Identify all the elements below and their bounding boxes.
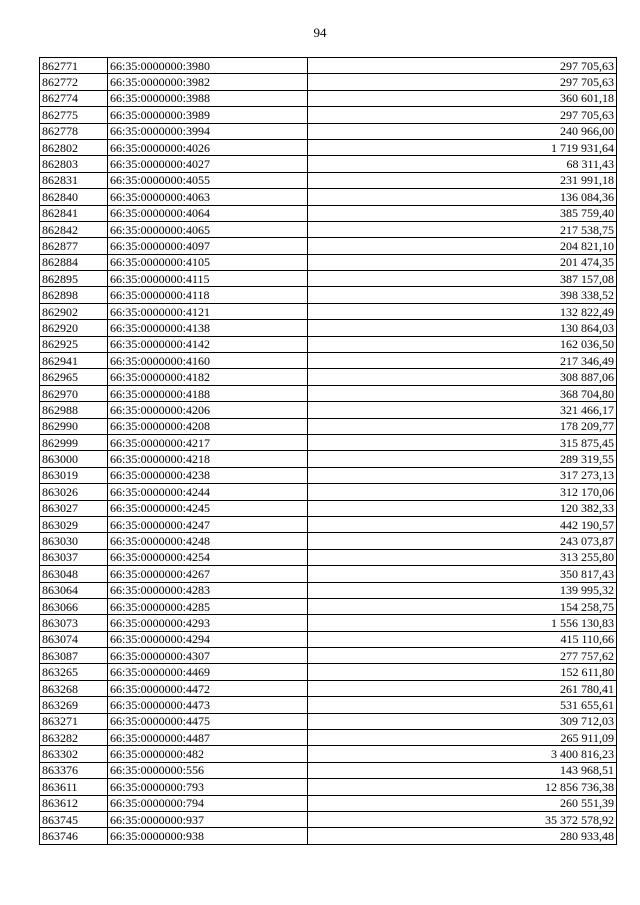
- cadastral-number-cell: 66:35:0000000:4055: [108, 172, 308, 188]
- record-number-cell: 862840: [40, 189, 108, 205]
- record-number-cell: 863282: [40, 730, 108, 746]
- record-number-cell: 862925: [40, 336, 108, 352]
- value-cell: 217 538,75: [308, 221, 617, 237]
- value-cell: 297 705,63: [308, 107, 617, 123]
- table-row: [40, 795, 617, 811]
- record-number-cell: 863030: [40, 533, 108, 549]
- value-cell: 289 319,55: [308, 451, 617, 467]
- value-cell: 1 556 130,83: [308, 615, 617, 631]
- record-number-cell: 863265: [40, 664, 108, 680]
- value-cell: 35 372 578,92: [308, 811, 617, 827]
- cadastral-number-cell: 66:35:0000000:4487: [108, 730, 308, 746]
- record-number-cell: 862831: [40, 172, 108, 188]
- record-number-cell: 863064: [40, 582, 108, 598]
- table-row: [40, 238, 617, 254]
- record-number-cell: 862941: [40, 353, 108, 369]
- value-cell: 231 991,18: [308, 172, 617, 188]
- cadastral-number-cell: 66:35:0000000:4208: [108, 418, 308, 434]
- value-cell: 309 712,03: [308, 713, 617, 729]
- table-row: [40, 467, 617, 483]
- value-cell: 152 611,80: [308, 664, 617, 680]
- value-cell: 442 190,57: [308, 516, 617, 532]
- table-row: [40, 221, 617, 237]
- table-row: [40, 107, 617, 123]
- page-number: 94: [313, 25, 327, 40]
- table-row: [40, 779, 617, 795]
- cadastral-number-cell: 66:35:0000000:4283: [108, 582, 308, 598]
- cadastral-number-cell: 66:35:0000000:4254: [108, 549, 308, 565]
- value-cell: 297 705,63: [308, 58, 617, 74]
- table-row: [40, 566, 617, 582]
- record-number-cell: 862778: [40, 123, 108, 139]
- table-row: [40, 516, 617, 532]
- cadastral-number-cell: 66:35:0000000:4121: [108, 303, 308, 319]
- cadastral-number-cell: 66:35:0000000:4026: [108, 139, 308, 155]
- record-number-cell: 863066: [40, 598, 108, 614]
- cadastral-number-cell: 66:35:0000000:4097: [108, 238, 308, 254]
- value-cell: 132 822,49: [308, 303, 617, 319]
- value-cell: 385 759,40: [308, 205, 617, 221]
- table-row: [40, 385, 617, 401]
- table-row: [40, 58, 617, 74]
- record-number-cell: 863746: [40, 828, 108, 844]
- value-cell: 308 887,06: [308, 369, 617, 385]
- table-row: [40, 287, 617, 303]
- cadastral-number-cell: 66:35:0000000:4245: [108, 500, 308, 516]
- cadastral-number-cell: 66:35:0000000:4473: [108, 697, 308, 713]
- value-cell: 178 209,77: [308, 418, 617, 434]
- cadastral-number-cell: 66:35:0000000:4472: [108, 680, 308, 696]
- record-number-cell: 862802: [40, 139, 108, 155]
- value-cell: 415 110,66: [308, 631, 617, 647]
- record-number-cell: 862990: [40, 418, 108, 434]
- value-cell: 139 995,32: [308, 582, 617, 598]
- cadastral-number-cell: 66:35:0000000:4188: [108, 385, 308, 401]
- value-cell: 154 258,75: [308, 598, 617, 614]
- value-cell: 313 255,80: [308, 549, 617, 565]
- table-row: [40, 336, 617, 352]
- record-number-cell: 862965: [40, 369, 108, 385]
- record-number-cell: 863745: [40, 811, 108, 827]
- value-cell: 531 655,61: [308, 697, 617, 713]
- table-row: [40, 713, 617, 729]
- record-number-cell: 862988: [40, 402, 108, 418]
- record-number-cell: 863048: [40, 566, 108, 582]
- cadastral-number-cell: 66:35:0000000:4206: [108, 402, 308, 418]
- cadastral-number-cell: 66:35:0000000:794: [108, 795, 308, 811]
- cadastral-number-cell: 66:35:0000000:4247: [108, 516, 308, 532]
- record-number-cell: 862902: [40, 303, 108, 319]
- record-number-cell: 863000: [40, 451, 108, 467]
- record-number-cell: 862895: [40, 271, 108, 287]
- record-number-cell: 863612: [40, 795, 108, 811]
- table-row: [40, 123, 617, 139]
- record-number-cell: 862803: [40, 156, 108, 172]
- table-row: [40, 582, 617, 598]
- cadastral-number-cell: 66:35:0000000:4469: [108, 664, 308, 680]
- record-number-cell: 863026: [40, 484, 108, 500]
- cadastral-number-cell: 66:35:0000000:4105: [108, 254, 308, 270]
- cadastral-number-cell: 66:35:0000000:4238: [108, 467, 308, 483]
- value-cell: 260 551,39: [308, 795, 617, 811]
- table-row: [40, 418, 617, 434]
- record-number-cell: 863268: [40, 680, 108, 696]
- cadastral-number-cell: 66:35:0000000:4267: [108, 566, 308, 582]
- value-cell: 12 856 736,38: [308, 779, 617, 795]
- record-number-cell: 862842: [40, 221, 108, 237]
- value-cell: 265 911,09: [308, 730, 617, 746]
- table-row: [40, 664, 617, 680]
- table-row: [40, 303, 617, 319]
- cadastral-number-cell: 66:35:0000000:3982: [108, 74, 308, 90]
- table-row: [40, 680, 617, 696]
- table-row: [40, 434, 617, 450]
- cadastral-number-cell: 66:35:0000000:4115: [108, 271, 308, 287]
- cadastral-number-cell: 66:35:0000000:4293: [108, 615, 308, 631]
- value-cell: 317 273,13: [308, 467, 617, 483]
- table-row: [40, 730, 617, 746]
- cadastral-number-cell: 66:35:0000000:4307: [108, 648, 308, 664]
- table-row: [40, 189, 617, 205]
- table-row: [40, 828, 617, 844]
- cadastral-number-cell: 66:35:0000000:3994: [108, 123, 308, 139]
- table-row: [40, 631, 617, 647]
- value-cell: 204 821,10: [308, 238, 617, 254]
- value-cell: 312 170,06: [308, 484, 617, 500]
- cadastral-number-cell: 66:35:0000000:4285: [108, 598, 308, 614]
- value-cell: 360 601,18: [308, 90, 617, 106]
- value-cell: 120 382,33: [308, 500, 617, 516]
- table-row: [40, 254, 617, 270]
- table-row: [40, 533, 617, 549]
- record-number-cell: 862772: [40, 74, 108, 90]
- cadastral-number-cell: 66:35:0000000:4118: [108, 287, 308, 303]
- record-number-cell: 863074: [40, 631, 108, 647]
- table-row: [40, 172, 617, 188]
- value-cell: 217 346,49: [308, 353, 617, 369]
- cadastral-number-cell: 66:35:0000000:4248: [108, 533, 308, 549]
- cadastral-number-cell: 66:35:0000000:793: [108, 779, 308, 795]
- record-number-cell: 862771: [40, 58, 108, 74]
- table-row: [40, 648, 617, 664]
- table-row: [40, 353, 617, 369]
- table-row: [40, 811, 617, 827]
- record-number-cell: 863029: [40, 516, 108, 532]
- table-row: [40, 271, 617, 287]
- record-number-cell: 862877: [40, 238, 108, 254]
- record-number-cell: 863037: [40, 549, 108, 565]
- cadastral-number-cell: 66:35:0000000:4065: [108, 221, 308, 237]
- value-cell: 297 705,63: [308, 74, 617, 90]
- cadastral-number-cell: 66:35:0000000:4182: [108, 369, 308, 385]
- cadastral-number-cell: 66:35:0000000:556: [108, 762, 308, 778]
- value-cell: 368 704,80: [308, 385, 617, 401]
- value-cell: 240 966,00: [308, 123, 617, 139]
- cadastral-number-cell: 66:35:0000000:937: [108, 811, 308, 827]
- table-row: [40, 451, 617, 467]
- value-cell: 277 757,62: [308, 648, 617, 664]
- cadastral-number-cell: 66:35:0000000:3989: [108, 107, 308, 123]
- value-cell: 1 719 931,64: [308, 139, 617, 155]
- cadastral-number-cell: 66:35:0000000:3980: [108, 58, 308, 74]
- cadastral-number-cell: 66:35:0000000:4475: [108, 713, 308, 729]
- record-number-cell: 862841: [40, 205, 108, 221]
- record-number-cell: 862775: [40, 107, 108, 123]
- value-cell: 201 474,35: [308, 254, 617, 270]
- cadastral-number-cell: 66:35:0000000:4138: [108, 320, 308, 336]
- table-row: [40, 205, 617, 221]
- cadastral-number-cell: 66:35:0000000:4218: [108, 451, 308, 467]
- cadastral-number-cell: 66:35:0000000:3988: [108, 90, 308, 106]
- table-row: [40, 139, 617, 155]
- value-cell: 398 338,52: [308, 287, 617, 303]
- value-cell: 243 073,87: [308, 533, 617, 549]
- record-number-cell: 862999: [40, 434, 108, 450]
- table-row: [40, 369, 617, 385]
- cadastral-number-cell: 66:35:0000000:4217: [108, 434, 308, 450]
- record-number-cell: 863611: [40, 779, 108, 795]
- table-body: [40, 58, 617, 845]
- cadastral-value-table: [39, 57, 617, 845]
- value-cell: 321 466,17: [308, 402, 617, 418]
- cadastral-number-cell: 66:35:0000000:4142: [108, 336, 308, 352]
- value-cell: 387 157,08: [308, 271, 617, 287]
- record-number-cell: 862774: [40, 90, 108, 106]
- value-cell: 162 036,50: [308, 336, 617, 352]
- record-number-cell: 863376: [40, 762, 108, 778]
- table-row: [40, 156, 617, 172]
- record-number-cell: 862884: [40, 254, 108, 270]
- table-row: [40, 762, 617, 778]
- table-row: [40, 90, 617, 106]
- table-row: [40, 500, 617, 516]
- record-number-cell: 862920: [40, 320, 108, 336]
- value-cell: 136 084,36: [308, 189, 617, 205]
- table-row: [40, 746, 617, 762]
- value-cell: 143 968,51: [308, 762, 617, 778]
- table-row: [40, 484, 617, 500]
- value-cell: 3 400 816,23: [308, 746, 617, 762]
- record-number-cell: 863073: [40, 615, 108, 631]
- value-cell: 130 864,03: [308, 320, 617, 336]
- record-number-cell: 863271: [40, 713, 108, 729]
- cadastral-number-cell: 66:35:0000000:4160: [108, 353, 308, 369]
- cadastral-number-cell: 66:35:0000000:482: [108, 746, 308, 762]
- record-number-cell: 863269: [40, 697, 108, 713]
- cadastral-number-cell: 66:35:0000000:938: [108, 828, 308, 844]
- cadastral-number-cell: 66:35:0000000:4064: [108, 205, 308, 221]
- record-number-cell: 862970: [40, 385, 108, 401]
- table-row: [40, 697, 617, 713]
- cadastral-number-cell: 66:35:0000000:4244: [108, 484, 308, 500]
- table-row: [40, 74, 617, 90]
- cadastral-number-cell: 66:35:0000000:4294: [108, 631, 308, 647]
- table-row: [40, 549, 617, 565]
- record-number-cell: 863302: [40, 746, 108, 762]
- value-cell: 68 311,43: [308, 156, 617, 172]
- table-row: [40, 615, 617, 631]
- record-number-cell: 863019: [40, 467, 108, 483]
- value-cell: 261 780,41: [308, 680, 617, 696]
- cadastral-number-cell: 66:35:0000000:4063: [108, 189, 308, 205]
- value-cell: 350 817,43: [308, 566, 617, 582]
- value-cell: 315 875,45: [308, 434, 617, 450]
- table-row: [40, 402, 617, 418]
- record-number-cell: 863087: [40, 648, 108, 664]
- value-cell: 280 933,48: [308, 828, 617, 844]
- record-number-cell: 862898: [40, 287, 108, 303]
- table-row: [40, 320, 617, 336]
- table-row: [40, 598, 617, 614]
- record-number-cell: 863027: [40, 500, 108, 516]
- cadastral-number-cell: 66:35:0000000:4027: [108, 156, 308, 172]
